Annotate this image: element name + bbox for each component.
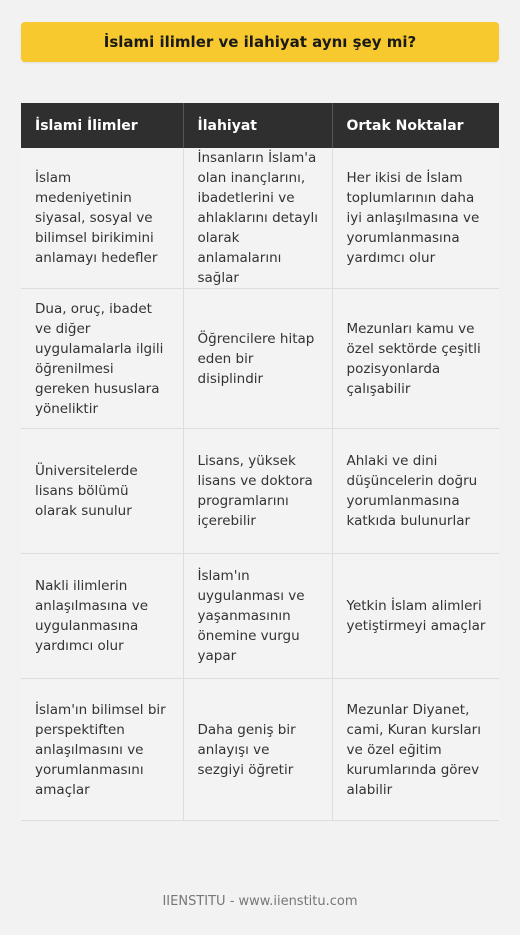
table-cell: Nakli ilimlerin anlaşılmasına ve uygulanmasına yardımcı olur	[21, 554, 183, 679]
table-cell: Mezunları kamu ve özel sektörde çeşitli pozisyonlarda çalışabilir	[332, 289, 499, 429]
table-header-row	[21, 103, 499, 148]
column-header-ilahiyat: İlahiyat	[183, 103, 332, 148]
table-cell: İslam'ın uygulanması ve yaşanmasının önemine vurgu yapar	[183, 554, 332, 679]
table-row	[21, 429, 499, 554]
comparison-table	[21, 103, 499, 821]
table-cell: Öğrencilere hitap eden bir disiplindir	[183, 289, 332, 429]
table-cell: Dua, oruç, ibadet ve diğer uygulamalarla ilgili öğrenilmesi gereken hususlara yöneliktir	[21, 289, 183, 429]
table-cell: Lisans, yüksek lisans ve doktora programlarını içerebilir	[183, 429, 332, 554]
table-cell: Mezunlar Diyanet, cami, Kuran kursları ve özel eğitim kurumlarında görev alabilir	[332, 679, 499, 821]
table-cell: Daha geniş bir anlayışı ve sezgiyi öğretir	[183, 679, 332, 821]
page-title: İslami ilimler ve ilahiyat aynı şey mi?	[21, 22, 499, 62]
table-row	[21, 554, 499, 679]
column-header-islami-ilimler: İslami İlimler	[21, 103, 183, 148]
table-cell: Her ikisi de İslam toplumlarının daha iyi anlaşılmasına ve yorumlanmasına yardımcı olur	[332, 148, 499, 289]
table-cell: Yetkin İslam alimleri yetiştirmeyi amaçlar	[332, 554, 499, 679]
table-cell: İslam'ın bilimsel bir perspektiften anlaşılmasını ve yorumlanmasını amaçlar	[21, 679, 183, 821]
table-cell: İslam medeniyetinin siyasal, sosyal ve bilimsel birikimini anlamayı hedefler	[21, 148, 183, 289]
table-cell: Ahlaki ve dini düşüncelerin doğru yorumlanmasına katkıda bulunurlar	[332, 429, 499, 554]
table-cell: İnsanların İslam'a olan inançlarını, ibadetlerini ve ahlaklarını detaylı olarak anlamalarını sağlar	[183, 148, 332, 289]
table-row	[21, 679, 499, 821]
table-cell: Üniversitelerde lisans bölümü olarak sunulur	[21, 429, 183, 554]
table-row	[21, 148, 499, 289]
footer-credit: IIENSTITU - www.iienstitu.com	[162, 894, 358, 909]
column-header-ortak-noktalar: Ortak Noktalar	[332, 103, 499, 148]
table-row	[21, 289, 499, 429]
